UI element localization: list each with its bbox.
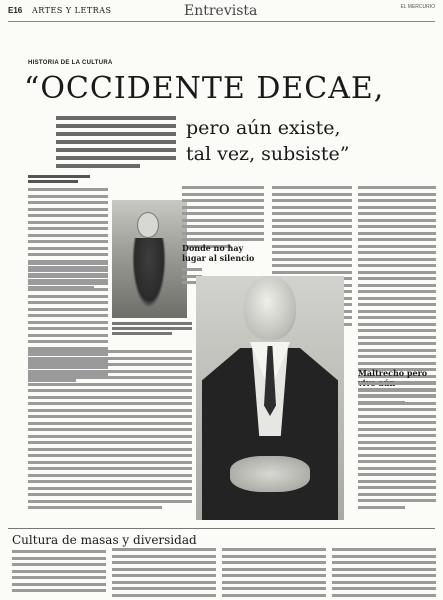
headline-line-2: pero aún existe, bbox=[186, 117, 341, 139]
page-header bbox=[0, 0, 443, 22]
bottom-column-4 bbox=[332, 548, 436, 600]
section-title: Entrevista bbox=[184, 3, 258, 19]
bottom-column-3 bbox=[222, 548, 326, 600]
kicker: HISTORIA DE LA CULTURA bbox=[28, 60, 113, 66]
body-column-4-lower bbox=[358, 382, 436, 512]
bottom-section-rule bbox=[8, 528, 435, 529]
subhead-maltrecho: Maltrecho pero bbox=[358, 368, 428, 378]
masthead: EL MERCURIO bbox=[400, 4, 435, 10]
subhead-1-line-1: Donde no hay bbox=[182, 243, 244, 253]
portrait-photo bbox=[196, 276, 344, 520]
painting-photo bbox=[112, 200, 187, 318]
bottom-column-1 bbox=[12, 550, 106, 596]
bottom-column-2 bbox=[112, 548, 216, 600]
headline-line-3: tal vez, subsiste” bbox=[186, 143, 350, 165]
section-label: ARTES Y LETRAS bbox=[32, 6, 112, 15]
page-number: E16 bbox=[8, 6, 23, 15]
subhead-1-line-2: lugar al silencio bbox=[182, 253, 255, 263]
body-column-1-lower bbox=[28, 350, 192, 513]
header-rule bbox=[8, 21, 435, 22]
body-column-2 bbox=[182, 186, 264, 251]
bottom-section-title: Cultura de masas y diversidad bbox=[12, 533, 197, 547]
lede-text bbox=[56, 116, 176, 172]
byline bbox=[28, 175, 90, 185]
painting-caption bbox=[112, 322, 192, 337]
headline-line-1: “OCCIDENTE DECAE, bbox=[24, 71, 385, 106]
subhead-donde-no-hay bbox=[182, 243, 254, 263]
